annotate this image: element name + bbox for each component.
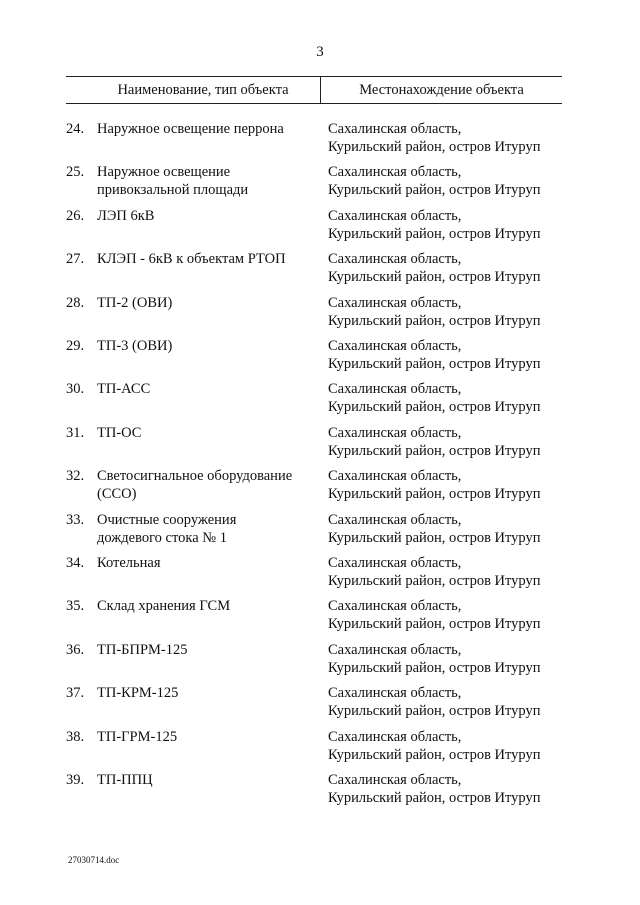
object-name-line: Котельная	[97, 555, 161, 571]
object-name-line: КЛЭП - 6кВ к объектам РТОП	[97, 251, 286, 267]
object-location-line: Сахалинская область,	[328, 598, 462, 614]
object-name	[97, 728, 312, 746]
object-location-line: Курильский район, остров Итуруп	[328, 573, 541, 589]
row-number: 25.	[66, 164, 85, 180]
object-name-line: ТП-3 (ОВИ)	[97, 338, 173, 354]
location-column-header: Местонахождение объекта	[359, 81, 524, 98]
object-location-line: Курильский район, остров Итуруп	[328, 443, 541, 459]
row-number: 34.	[66, 555, 85, 571]
object-location	[328, 728, 578, 764]
object-location	[328, 597, 578, 633]
object-location	[328, 337, 578, 373]
object-name-line: привокзальной площади	[97, 182, 249, 198]
object-location-line: Сахалинская область,	[328, 468, 462, 484]
object-name-line: ТП-БПРМ-125	[97, 642, 188, 658]
object-location-line: Курильский район, остров Итуруп	[328, 486, 541, 502]
object-location	[328, 424, 578, 460]
object-name	[97, 424, 312, 442]
object-name	[97, 207, 312, 225]
object-location-line: Сахалинская область,	[328, 642, 462, 658]
row-number: 35.	[66, 598, 85, 614]
object-name	[97, 511, 312, 547]
row-number: 26.	[66, 208, 85, 224]
object-location-line: Курильский район, остров Итуруп	[328, 139, 541, 155]
object-name	[97, 771, 312, 789]
object-name-line: ЛЭП 6кВ	[97, 208, 155, 224]
object-name-line: Очистные сооружения	[97, 512, 237, 528]
object-name	[97, 597, 312, 615]
object-location	[328, 684, 578, 720]
object-name-line: Наружное освещение	[97, 164, 231, 180]
object-name-line: (ССО)	[97, 486, 137, 502]
object-location	[328, 250, 578, 286]
object-location	[328, 380, 578, 416]
row-number: 32.	[66, 468, 85, 484]
object-name-line: Наружное освещение перрона	[97, 121, 284, 137]
object-location	[328, 554, 578, 590]
name-column-header: Наименование, тип объекта	[66, 77, 321, 103]
object-name	[97, 163, 312, 199]
object-name-line: ТП-АСС	[97, 381, 151, 397]
object-location-line: Курильский район, остров Итуруп	[328, 399, 541, 415]
object-location-line: Сахалинская область,	[328, 555, 462, 571]
object-name-line: ТП-КРМ-125	[97, 685, 179, 701]
object-location-line: Курильский район, остров Итуруп	[328, 356, 541, 372]
object-location	[328, 641, 578, 677]
object-location-line: Курильский район, остров Итуруп	[328, 616, 541, 632]
object-name-line: ТП-ГРМ-125	[97, 729, 178, 745]
document-filename: 27030714.doc	[68, 855, 120, 865]
object-location	[328, 207, 578, 243]
object-name	[97, 467, 312, 503]
object-location-line: Сахалинская область,	[328, 685, 462, 701]
object-location	[328, 120, 578, 156]
object-location-line: Сахалинская область,	[328, 772, 462, 788]
object-location-line: Курильский район, остров Итуруп	[328, 790, 541, 806]
object-name	[97, 337, 312, 355]
object-name	[97, 120, 312, 138]
object-location-line: Сахалинская область,	[328, 208, 462, 224]
row-number: 33.	[66, 512, 85, 528]
row-number: 30.	[66, 381, 85, 397]
object-location	[328, 163, 578, 199]
object-name	[97, 554, 312, 572]
object-location-line: Курильский район, остров Итуруп	[328, 747, 541, 763]
row-number: 29.	[66, 338, 85, 354]
table-header	[66, 76, 562, 104]
object-location-line: Сахалинская область,	[328, 729, 462, 745]
object-name-line: ТП-2 (ОВИ)	[97, 295, 173, 311]
object-name	[97, 641, 312, 659]
object-name	[97, 380, 312, 398]
page-number: 3	[316, 44, 324, 60]
row-number: 36.	[66, 642, 85, 658]
row-number: 37.	[66, 685, 85, 701]
object-name-line: ТП-ОС	[97, 425, 142, 441]
object-location-line: Курильский район, остров Итуруп	[328, 182, 541, 198]
object-location-line: Сахалинская область,	[328, 251, 462, 267]
object-location-line: Сахалинская область,	[328, 512, 462, 528]
row-number: 27.	[66, 251, 85, 267]
row-number: 39.	[66, 772, 85, 788]
object-location-line: Сахалинская область,	[328, 338, 462, 354]
object-location-line: Сахалинская область,	[328, 121, 462, 137]
object-location-line: Курильский район, остров Итуруп	[328, 269, 541, 285]
object-name-line: ТП-ППЦ	[97, 772, 153, 788]
object-location-line: Сахалинская область,	[328, 295, 462, 311]
object-location-line: Курильский район, остров Итуруп	[328, 313, 541, 329]
object-name-line: Склад хранения ГСМ	[97, 598, 231, 614]
row-number: 28.	[66, 295, 85, 311]
object-location-line: Курильский район, остров Итуруп	[328, 530, 541, 546]
object-name	[97, 250, 312, 268]
object-location-line: Сахалинская область,	[328, 425, 462, 441]
object-location	[328, 511, 578, 547]
row-number: 31.	[66, 425, 85, 441]
object-name-line: дождевого стока № 1	[97, 530, 227, 546]
object-name	[97, 294, 312, 312]
object-name	[97, 684, 312, 702]
row-number: 24.	[66, 121, 85, 137]
object-location	[328, 294, 578, 330]
object-name-line: Светосигнальное оборудование	[97, 468, 293, 484]
object-location-line: Курильский район, остров Итуруп	[328, 660, 541, 676]
object-location	[328, 467, 578, 503]
object-location-line: Курильский район, остров Итуруп	[328, 226, 541, 242]
object-location-line: Курильский район, остров Итуруп	[328, 703, 541, 719]
object-location-line: Сахалинская область,	[328, 381, 462, 397]
row-number: 38.	[66, 729, 85, 745]
object-location	[328, 771, 578, 807]
object-location-line: Сахалинская область,	[328, 164, 462, 180]
